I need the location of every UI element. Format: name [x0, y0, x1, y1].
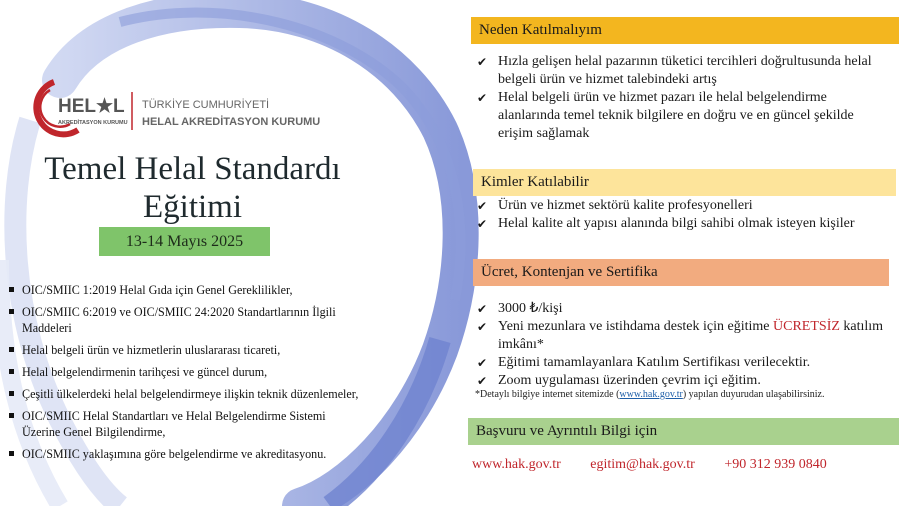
square-bullet-icon [9, 369, 14, 374]
why-list [476, 53, 891, 143]
square-bullet-icon [9, 347, 14, 352]
list-item: Çeşitli ülkelerdeki helal belgelendirmeye ilişkin teknik düzenlemeler, [9, 386, 361, 402]
check-icon: ✔ [477, 55, 488, 69]
list-item: Helal belgeli ürün ve hizmetlerin uluslararası ticareti, [9, 342, 361, 358]
date-badge: 13-14 Mayıs 2025 [99, 227, 270, 256]
check-icon: ✔ [477, 199, 488, 213]
org-line-1: TÜRKİYE CUMHURİYETİ [142, 99, 270, 111]
square-bullet-icon [9, 451, 14, 456]
fee-list [476, 300, 891, 390]
footnote: *Detaylı bilgiye internet sitemizde (www.hak.gov.tr) yapılan duyurudan ulaşabilirsiniz. [475, 389, 825, 400]
contact-email-link[interactable]: egitim@hak.gov.tr [590, 457, 695, 472]
square-bullet-icon [9, 309, 14, 314]
list-item: ✔ Ürün ve hizmet sektörü kalite profesyonelleri [477, 198, 753, 213]
list-item: OIC/SMIIC Helal Standartları ve Helal Belgelendirme Sistemi Üzerine Genel Bilgilendirme, [9, 408, 361, 440]
list-item [476, 300, 891, 318]
list-item: ✔ Helal belgeli ürün ve hizmet pazarı ile helal belgelendirme alanlarında temel teknik bilgilere en doğru ve en güncel şekilde erişim sağlamak [477, 90, 854, 141]
list-item: ✔ Yeni mezunlara ve istihdama destek için eğitime ÜCRETSİZ katılım imkânı* [477, 319, 884, 352]
list-item: OIC/SMIIC yaklaşımına göre belgelendirme ve akreditasyonu. [9, 446, 361, 462]
hak-logo [20, 78, 340, 140]
check-icon: ✔ [477, 217, 488, 231]
why-heading: Neden Katılmalıyım [471, 17, 899, 44]
price-text: 3000 ₺/kişi [498, 301, 563, 316]
check-icon: ✔ [477, 302, 488, 316]
contact-row [472, 457, 853, 473]
list-item: ✔ Eğitimi tamamlayanlara Katılım Sertifikası verilecektir. [477, 355, 811, 370]
list-item: ✔ Hızla gelişen helal pazarının tüketici tercihleri doğrultusunda helal belgeli ürün ve hizmet talebindeki artış [477, 54, 872, 87]
check-icon: ✔ [477, 374, 488, 388]
logo-subtitle: AKREDİTASYON KURUMU [58, 120, 128, 126]
org-line-2: HELAL AKREDİTASYON KURUMU [142, 116, 321, 128]
who-heading: Kimler Katılabilir [473, 169, 896, 196]
title-line-2: Eğitimi [143, 189, 242, 225]
list-item: ✔ Helal kalite alt yapısı alanında bilgi sahibi olmak isteyen kişiler [477, 216, 855, 231]
list-item: OIC/SMIIC 6:2019 ve OIC/SMIIC 24:2020 Standartlarının İlgili Maddeleri [9, 304, 361, 336]
list-item: ✔ Zoom uygulaması üzerinden çevrim içi eğitim. [477, 373, 761, 388]
fee-heading: Ücret, Kontenjan ve Sertifika [473, 259, 889, 286]
page-title [10, 150, 375, 226]
contact-phone[interactable]: +90 312 939 0840 [724, 457, 827, 472]
contact-website-link[interactable]: www.hak.gov.tr [472, 457, 561, 472]
list-item: Helal belgelendirmenin tarihçesi ve güncel durum, [9, 364, 361, 380]
check-icon: ✔ [477, 356, 488, 370]
free-badge-text: ÜCRETSİZ [773, 319, 840, 334]
title-line-1: Temel Helal Standardı [44, 151, 341, 187]
square-bullet-icon [9, 413, 14, 418]
website-link[interactable]: www.hak.gov.tr [619, 389, 683, 400]
topics-list [9, 282, 361, 468]
square-bullet-icon [9, 391, 14, 396]
check-icon: ✔ [477, 320, 488, 334]
list-item: OIC/SMIIC 1:2019 Helal Gıda için Genel Gereklilikler, [9, 282, 361, 298]
square-bullet-icon [9, 287, 14, 292]
who-list [476, 197, 881, 233]
apply-heading: Başvuru ve Ayrıntılı Bilgi için [468, 418, 899, 445]
logo-mark: HEL★L [58, 96, 125, 117]
check-icon: ✔ [477, 91, 488, 105]
